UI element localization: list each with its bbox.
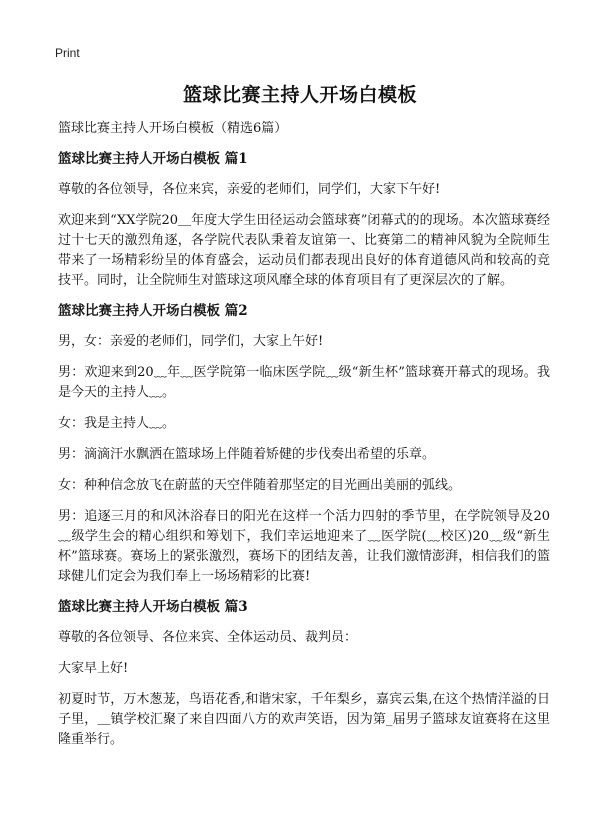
section-2 bbox=[58, 302, 550, 587]
page-title: 篮球比赛主持人开场白模板 bbox=[182, 84, 417, 106]
paragraph: 男：滴滴汗水飘洒在篮球场上伴随着矫健的步伐奏出希望的乐章。 bbox=[58, 447, 436, 462]
paragraph: 女：种种信念放飞在蔚蓝的天空伴随着那坚定的目光画出美丽的弧线。 bbox=[58, 478, 462, 493]
section-heading: 篮球比赛主持人开场白模板 篇3 bbox=[58, 599, 248, 615]
paragraph: 男：欢迎来到20﹏年﹏医学院第一临床医学院﹏级“新生杯”篮球赛开幕式的现场。我是今天的主持人﹏。 bbox=[58, 365, 550, 400]
paragraph: 男：追逐三月的和风沐浴春日的阳光在这样一个活力四射的季节里，在学院领导及20﹏级学生会的精心组织和筹划下，我们幸运地迎来了﹏医学院(﹏校区)20﹏级“新生杯”篮球赛。赛场上的紧张激烈，赛场下的团结友善，让我们激情澎湃，相信我们的篮球健儿们定会为我们奉上一场场精彩的比赛! bbox=[58, 509, 550, 584]
paragraph: 尊敬的各位领导，各位来宾，亲爱的老师们，同学们，大家下午好! bbox=[58, 182, 441, 197]
paragraph: 尊敬的各位领导、各位来宾、全体运动员、裁判员： bbox=[58, 630, 358, 645]
document-subtitle: 篮球比赛主持人开场白模板（精选6篇） bbox=[58, 121, 288, 136]
paragraph: 欢迎来到“XX学院20＿年度大学生田径运动会篮球赛”闭幕式的的现场。本次篮球赛经过十七天的激烈角逐，各学院代表队秉着友谊第一、比赛第二的精神风貌为全院师生带来了一场精彩纷呈的体育盛会，运动员们都表现出良好的体育道德风尚和较高的竞技平。同时，让全院师生对篮球这项风靡全球的体育项目有了更深层次的了解。 bbox=[58, 213, 550, 288]
section-heading: 篮球比赛主持人开场白模板 篇1 bbox=[58, 151, 248, 167]
document-body bbox=[58, 120, 550, 761]
section-3 bbox=[58, 598, 550, 750]
paragraph: 女：我是主持人﹏。 bbox=[58, 416, 176, 431]
paragraph: 初夏时节，万木葱茏，鸟语花香,和谐宋家，千年梨乡，嘉宾云集,在这个热情洋溢的日子里，＿镇学校汇聚了来自四面八方的欢声笑语，因为第_届男子篮球友谊赛将在这里隆重举行。 bbox=[58, 692, 550, 747]
section-1 bbox=[58, 150, 550, 291]
paragraph: 男，女：亲爱的老师们，同学们，大家上午好! bbox=[58, 334, 324, 349]
print-link[interactable]: Print bbox=[55, 46, 80, 60]
section-heading: 篮球比赛主持人开场白模板 篇2 bbox=[58, 303, 248, 319]
paragraph: 大家早上好! bbox=[58, 661, 129, 676]
